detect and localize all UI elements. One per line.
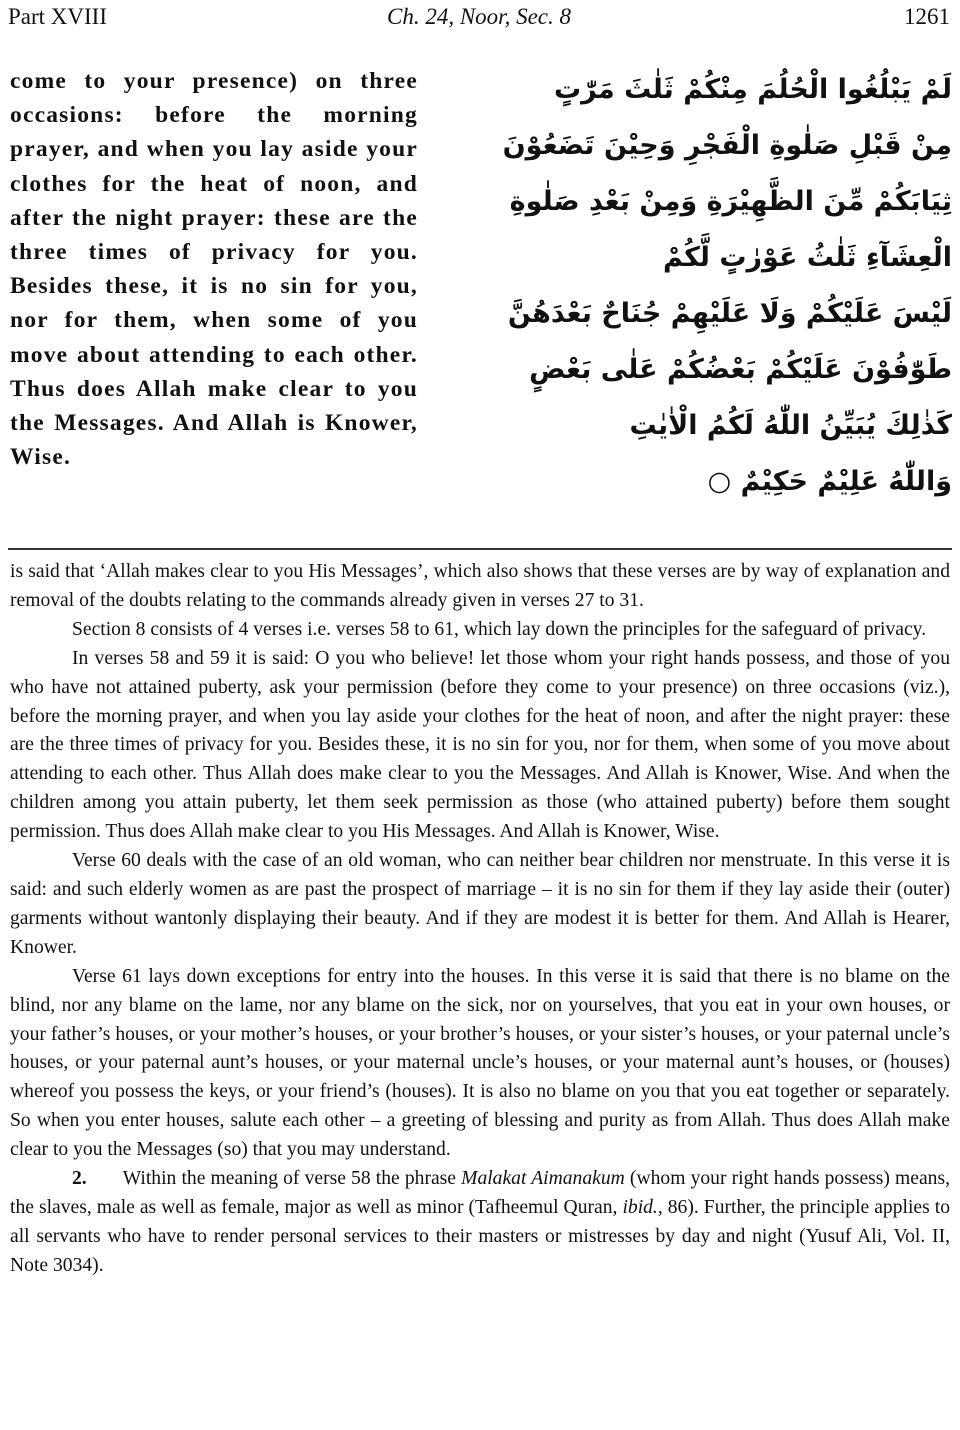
page-number: 1261: [904, 4, 950, 29]
arabic-line: كَذٰلِكَ يُبَيِّنُ اللّٰهُ لَكُمُ الْاٰيٰتِ: [629, 410, 952, 441]
note-paragraph: [10, 1165, 950, 1281]
paragraph: Verse 60 deals with the case of an old woman, who can neither bear children nor menstruate. In this verse it is said: and such elderly women as are past the prospect of marriage – it is no sin for them if they lay aside their (outer) garments without wantonly displaying their beauty. And if they are modest it is better for them. And Allah is Hearer, Knower.: [10, 850, 950, 958]
text: (whom your right hands possess) means, the slaves, male as well as female, major as well as minor (Tafheemul Quran,: [10, 1168, 950, 1218]
divider: [8, 548, 952, 550]
text: Within the meaning of verse 58 the phrase: [122, 1168, 462, 1190]
part-label: Part XVIII: [8, 4, 107, 29]
arabic-line: الْعِشَآءِ ثَلٰثُ عَوْرٰتٍ لَّكُمْ: [662, 242, 952, 273]
paragraph: In verses 58 and 59 it is said: O you who believe! let those whom your right hands possess, and those of you who have not attained puberty, ask your permission (before they come to your presence) on three occasions (viz.), before the morning prayer, and when you lay aside your clothes for the heat of noon, and after the night prayer: these are the three times of privacy for you. Besides these, it is no sin for you, nor for them, when some of you move about attending to each other. Thus Allah does make clear to you the Messages. And Allah is Knower, Wise. And when the children among you attain puberty, let them seek permission as those (who attained puberty) before them sought permission. Thus does Allah make clear to you His Messages. And Allah is Knower, Wise.: [10, 647, 950, 843]
arabic-line: مِنْ قَبْلِ صَلٰوةِ الْفَجْرِ وَحِيْنَ تَضَعُوْنَ: [502, 130, 952, 161]
paragraph: Verse 61 lays down exceptions for entry into the houses. In this verse it is said that there is no blame on the blind, nor any blame on the lame, nor any blame on the sick, nor on yourselves, that you eat in your own houses, or your father’s houses, or your mother’s houses, or your brother’s houses, or your sister’s houses, or your paternal uncle’s houses, or your paternal aunt’s houses, or your maternal uncle’s houses, or your maternal aunt’s houses, or (houses) whereof you possess the keys, or your friend’s (houses). It is also no blame on you that you eat together or separately. So when you enter houses, salute each other – a greeting of blessing and purity as from Allah. Thus does Allah make clear to you the Messages (so) that you may understand.: [10, 965, 950, 1161]
arabic-line: لَيْسَ عَلَيْكُمْ وَلَا عَلَيْهِمْ جُنَاحٌ بَعْدَهُنَّ: [507, 298, 952, 329]
commentary: [10, 558, 950, 1281]
italic-term: ibid.,: [622, 1196, 663, 1218]
arabic-line: لَمْ يَبْلُغُوا الْحُلُمَ مِنْكُمْ ثَلٰثَ مَرّٰتٍ: [554, 74, 952, 105]
italic-term: Malakat Aimanakum: [461, 1168, 625, 1190]
note-number: 2.: [72, 1168, 87, 1190]
paragraph: is said that ‘Allah makes clear to you His Messages’, which also shows that these verses are by way of explanation and removal of the doubts relating to the commands already given in verses 27 to 31.: [10, 561, 950, 611]
running-header: [8, 4, 950, 34]
paragraph: Section 8 consists of 4 verses i.e. verses 58 to 61, which lay down the principles for the safeguard of privacy.: [72, 618, 927, 640]
arabic-line: طَوّٰفُوْنَ عَلَيْكُمْ بَعْضُكُمْ عَلٰى بَعْضٍ: [529, 354, 952, 385]
text: 86). Further, the principle applies to all servants who have to render personal services to their masters or mistresses by day and night (Yusuf Ali, Vol. II, Note 3034).: [10, 1196, 950, 1276]
arabic-line: ثِيَابَكُمْ مِّنَ الظَّهِيْرَةِ وَمِنْ بَعْدِ صَلٰوةِ: [509, 186, 952, 217]
verse-translation: come to your presence) on three occasions: before the morning prayer, and when you lay aside your clothes for the heat of noon, and after the night prayer: these are the three times of privacy for you. Besides these, it is no sin for you, nor for them, when some of you move about attending to each other. Thus does Allah make clear to you the Messages. And Allah is Knower, Wise.: [10, 68, 418, 471]
arabic-verse: [502, 62, 952, 510]
arabic-line: وَاللّٰهُ عَلِيْمٌ حَكِيْمٌ ○: [707, 466, 952, 497]
chapter-label: Ch. 24, Noor, Sec. 8: [387, 4, 571, 29]
